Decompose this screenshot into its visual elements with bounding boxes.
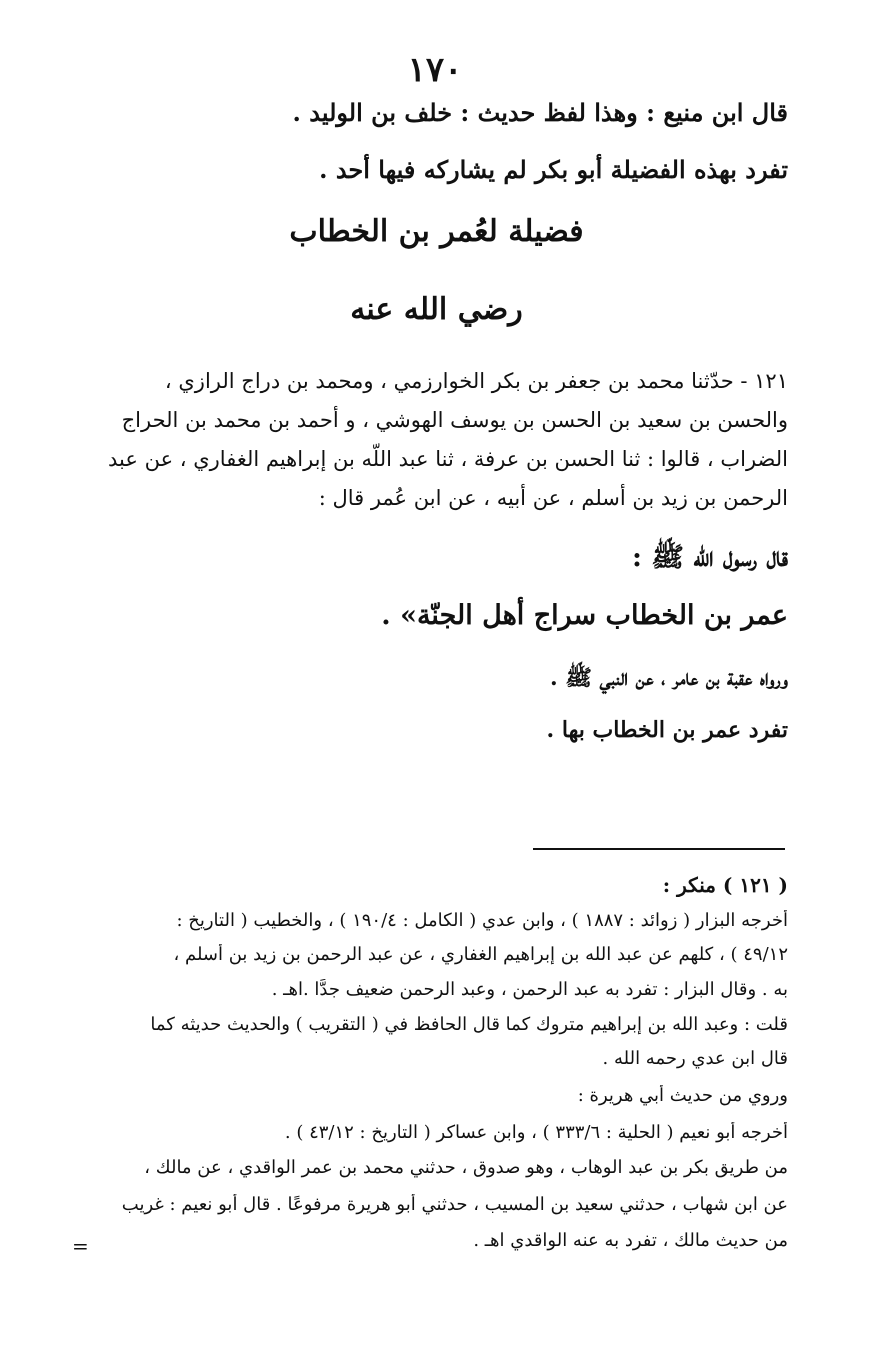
after-line-2: تفرد عمر بن الخطاب بها .	[546, 717, 788, 743]
page-number: ١٧٠	[407, 50, 463, 90]
section-subtitle: رضي الله عنه	[350, 292, 523, 327]
footnote-line-8: من طريق بكر بن عبد الوهاب ، وهو صدوق ، حدثني محمد بن عمر الواقدي ، عن مالك ،	[144, 1157, 788, 1178]
isnad-line-3: الضراب ، قالوا : ثنا الحسن بن عرفة ، ثنا عبد اللّه بن إبراهيم الغفاري ، عن عبد	[108, 447, 788, 471]
intro-line-1: قال ابن منيع : وهذا لفظ حديث : خلف بن الوليد .	[292, 98, 788, 127]
hadith-intro: قال رسول الله ﷺ :	[631, 542, 788, 573]
isnad-line-4: الرحمن بن زيد بن أسلم ، عن أبيه ، عن ابن عُمر قال :	[318, 486, 788, 510]
footnote-line-10: من حديث مالك ، تفرد به عنه الواقدي اهـ .	[473, 1230, 788, 1251]
footnote-line-2: ٤٩/١٢ ) ، كلهم عن عبد الله بن إبراهيم الغفاري ، عن عبد الرحمن بن زيد بن أسلم ،	[173, 944, 788, 965]
footnote-line-9: عن ابن شهاب ، حدثني سعيد بن المسيب ، حدثني أبو هريرة مرفوعًا . قال أبو نعيم : غريب	[121, 1194, 788, 1215]
intro-line-2: تفرد بهذه الفضيلة أبو بكر لم يشاركه فيها أحد .	[319, 155, 788, 184]
footnote-line-4: قلت : وعبد الله بن إبراهيم متروك كما قال الحافظ في ( التقريب ) والحديث حديثه كما	[150, 1014, 788, 1035]
footnote-heading: ( ١٢١ ) منكر :	[662, 873, 788, 897]
footnote-divider	[533, 848, 785, 850]
footnote-line-5: قال ابن عدي رحمه الله .	[602, 1048, 788, 1069]
isnad-line-1: ١٢١ - حدّثنا محمد بن جعفر بن بكر الخوارزمي ، ومحمد بن دراج الرازي ،	[164, 369, 788, 393]
after-line-1: ورواه عقبة بن عامر ، عن النبي ﷺ .	[550, 665, 788, 691]
footnote-line-1: أخرجه البزار ( زوائد : ١٨٨٧ ) ، وابن عدي ( الكامل : ١٩٠/٤ ) ، والخطيب ( التاريخ :	[176, 910, 788, 931]
footnote-line-7: أخرجه أبو نعيم ( الحلية : ٣٣٣/٦ ) ، وابن عساكر ( التاريخ : ٤٣/١٢ ) .	[284, 1122, 788, 1143]
hadith-text: عمر بن الخطاب سراج أهل الجنّة» .	[381, 600, 788, 631]
footnote-line-3: به . وقال البزار : تفرد به عبد الرحمن ، وعبد الرحمن ضعيف جدًّا .اهـ .	[271, 979, 788, 1000]
isnad-line-2: والحسن بن سعيد بن الحسن بن يوسف الهوشي ، و أحمد بن محمد بن الحراج	[121, 408, 788, 432]
footnote-line-6: وروي من حديث أبي هريرة :	[577, 1085, 788, 1106]
section-title: فضيلة لعُمر بن الخطاب	[289, 214, 584, 249]
continuation-mark: =	[72, 1234, 89, 1258]
